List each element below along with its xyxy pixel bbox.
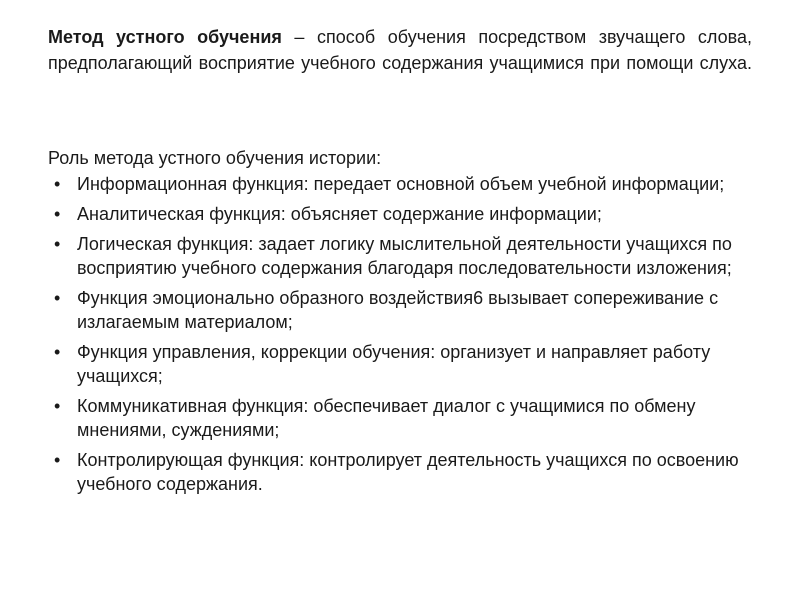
list-item <box>48 394 748 442</box>
list-item-text: Функция управления, коррекции обучения: организует и направляет работу учащихся; <box>77 342 711 386</box>
list-item <box>48 448 748 496</box>
list-item <box>48 340 748 388</box>
functions-list <box>48 172 748 502</box>
bullet-icon: • <box>54 450 61 470</box>
bullet-icon: • <box>54 234 61 254</box>
definition-paragraph <box>48 24 752 76</box>
bullet-icon: • <box>54 204 61 224</box>
definition-text: – способ обучения посредством звучащего слова, предполагающий восприятие учебного содержания учащимися при помощи слуха. <box>48 27 752 73</box>
bullet-icon: • <box>54 174 61 194</box>
bullet-icon: • <box>54 288 61 308</box>
list-item-text: Логическая функция: задает логику мыслительной деятельности учащихся по восприятию учебного содержания благодаря последовательности изложения; <box>77 234 732 278</box>
role-heading: Роль метода устного обучения истории: <box>48 148 382 168</box>
list-item <box>48 232 748 280</box>
list-item-text: Коммуникативная функция: обеспечивает диалог с учащимися по обмену мнениями, суждениями; <box>77 396 696 440</box>
bullet-icon: • <box>54 396 61 416</box>
list-item-text: Контролирующая функция: контролирует деятельность учащихся по освоению учебного содержания. <box>77 450 739 494</box>
list-item-text: Информационная функция: передает основной объем учебной информации; <box>77 174 725 194</box>
list-item <box>48 202 748 226</box>
list-item <box>48 172 748 196</box>
definition-term: Метод устного обучения <box>48 27 282 47</box>
list-item-text: Функция эмоционально образного воздействия6 вызывает сопереживание с излагаемым материалом; <box>77 288 719 332</box>
list-item-text: Аналитическая функция: объясняет содержание информации; <box>77 204 602 224</box>
list-item <box>48 286 748 334</box>
bullet-icon: • <box>54 342 61 362</box>
